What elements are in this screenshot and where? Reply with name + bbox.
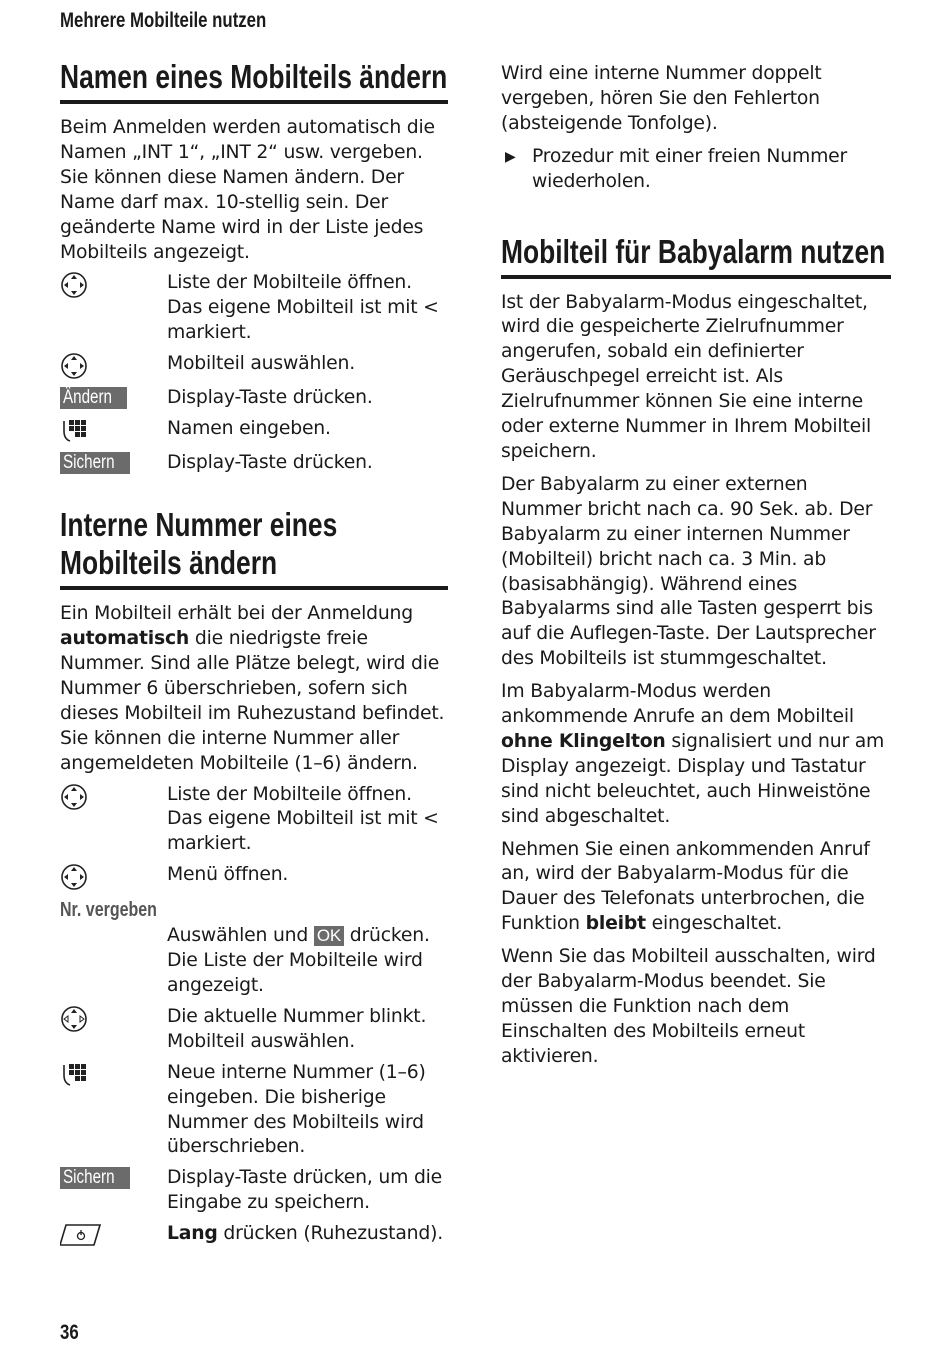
- softkey-sichern: Sichern: [60, 1167, 130, 1189]
- step-row: Sichern Display-Taste drücken.: [60, 451, 448, 476]
- step-row: Sichern Display-Taste drücken, um die Eingabe zu speichern.: [60, 1166, 448, 1216]
- rename-intro: Beim Anmelden werden automatisch die Namen „INT 1“, „INT 2“ usw. vergeben. Sie können diese Namen ändern. Der Name darf max. 10-stellig sein. Der geänderte Name wird in der Liste jedes Mobilteils angezeigt.: [60, 117, 435, 263]
- step-row: Liste der Mobilteile öffnen. Das eigene Mobilteil ist mit < markiert.: [60, 783, 448, 858]
- section-heading-internal-number: Interne Nummer eines Mobilteils ändern: [60, 506, 448, 590]
- step-row: Mobilteil auswählen.: [60, 352, 448, 380]
- menu-item-label: Nr. vergeben: [60, 899, 157, 922]
- left-column: [60, 58, 448, 1248]
- softkey-aendern: Ändern: [60, 387, 127, 409]
- step-row: Ändern Display-Taste drücken.: [60, 386, 448, 411]
- internal-number-intro: Ein Mobilteil erhält bei der Anmeldung automatisch die niedrigste freie Nummer. Sind alle Plätze belegt, wird die Nummer 6 überschrieben, sofern sich dieses Mobilteil im Ruhezustand befindet. Sie können die interne Nummer aller angemeldeten Mobilteile (1–6) ändern.: [60, 603, 445, 774]
- duplicate-number-note: Wird eine interne Nummer doppelt vergeben, hören Sie den Fehlerton (absteigende Tonfolge).: [501, 63, 822, 134]
- babyalarm-paragraph: Ist der Babyalarm-Modus eingeschaltet, wird die gespeicherte Zielrufnummer angerufen, sobald ein definierter Geräuschpegel erreicht ist. Als Zielrufnummer können Sie eine interne oder externe Nummer in Ihrem Mobilteil speichern.: [501, 291, 871, 462]
- step-row: Menü öffnen.: [60, 863, 448, 891]
- step-row: Namen eingeben.: [60, 417, 448, 445]
- step-row: Die aktuelle Nummer blinkt. Mobilteil auswählen.: [60, 1005, 448, 1055]
- nav-key-icon: [60, 863, 167, 891]
- nav-key-icon: [60, 783, 167, 858]
- end-call-key-icon: [60, 1222, 167, 1248]
- page-number: 36: [60, 1321, 79, 1344]
- nav-key-icon: [60, 352, 167, 380]
- babyalarm-paragraph: Wenn Sie das Mobilteil ausschalten, wird der Babyalarm-Modus beendet. Sie müssen die Funktion nach dem Einschalten des Mobilteils erneut aktivieren.: [501, 946, 876, 1067]
- right-column: [501, 62, 891, 1070]
- babyalarm-paragraph: Nehmen Sie einen ankommenden Anruf an, wird der Babyalarm-Modus für die Dauer des Telefonats unterbrochen, die Funktion bleibt eingeschaltet.: [501, 838, 870, 935]
- section-heading-rename: Namen eines Mobilteils ändern: [60, 58, 448, 104]
- softkey-sichern: Sichern: [60, 452, 130, 474]
- nav-key-updown-icon: [60, 1005, 167, 1055]
- step-row: Lang drücken (Ruhezustand).: [60, 1222, 448, 1248]
- step-row: Neue interne Nummer (1–6) eingeben. Die bisherige Nummer des Mobilteils wird überschrieben.: [60, 1061, 448, 1161]
- keypad-icon: [60, 417, 167, 445]
- running-header: Mehrere Mobilteile nutzen: [60, 9, 267, 32]
- ok-key: OK: [314, 926, 344, 946]
- babyalarm-paragraph: Im Babyalarm-Modus werden ankommende Anrufe an dem Mobilteil ohne Klingelton signalisiert und nur am Display angezeigt. Display und Tastatur sind nicht beleuchtet, auch Hinweistöne sind abgeschaltet.: [501, 681, 885, 827]
- nav-key-icon: [60, 271, 167, 346]
- section-heading-babyalarm: Mobilteil für Babyalarm nutzen: [501, 233, 891, 279]
- babyalarm-paragraph: Der Babyalarm zu einer externen Nummer bricht nach ca. 90 Sek. ab. Der Babyalarm zu einer internen Nummer (Mobilteil) bricht nach ca. 3 Min. ab (basisabhängig). Während eines Babyalarms sind alle Tasten gesperrt bis auf die Auflegen-Taste. Der Lautsprecher des Mobilteils ist stummgeschaltet.: [501, 473, 876, 670]
- step-row: Auswählen und OK drücken. Die Liste der Mobilteile wird angezeigt.: [167, 925, 430, 997]
- arrow-right-icon: ▶: [505, 148, 516, 165]
- step-row: Liste der Mobilteile öffnen. Das eigene Mobilteil ist mit < markiert.: [60, 271, 448, 346]
- keypad-icon: [60, 1061, 167, 1161]
- instruction-item: ▶ Prozedur mit einer freien Nummer wiederholen.: [501, 145, 891, 195]
